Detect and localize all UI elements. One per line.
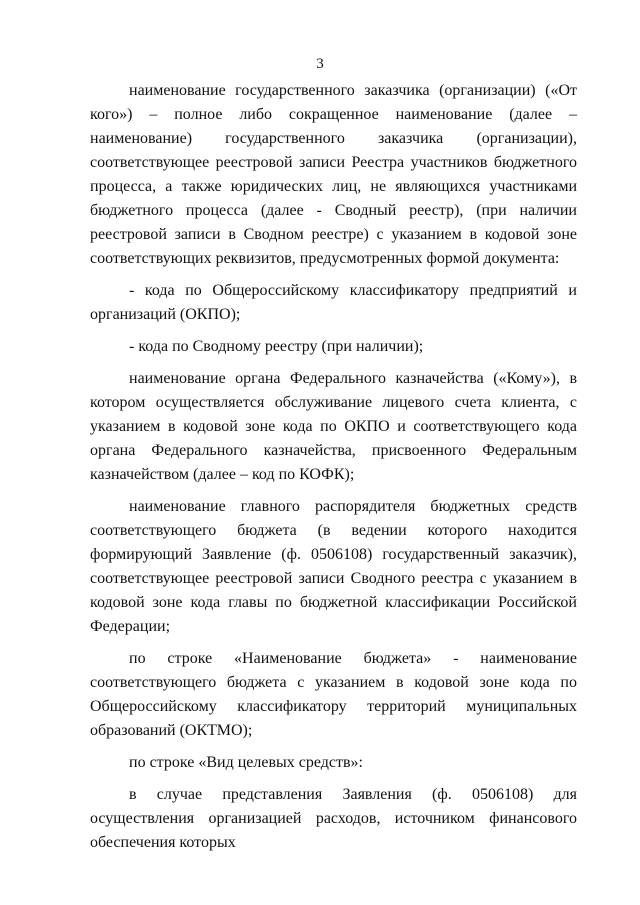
paragraph-target-funds-heading: по строке «Вид целевых средств»: [129,754,363,771]
paragraph-registry-code: - кода по Сводному реестру (при наличии); [129,338,424,355]
document-body [90,79,577,855]
paragraph-okpo-code: - кода по Общероссийскому классификатору предприятий и организаций (ОКПО); [90,282,577,323]
paragraph-chief-administrator: наименование главного распорядителя бюджетных средств соответствующего бюджета (в ведении которого находится формирующий Заявление (ф. 0506108) государственный заказчик), соответствующее реестровой записи Сводного реестра с указанием в кодовой зоне кода главы по бюджетной классификации Российской Федерации; [90,498,577,635]
page-number: 3 [316,56,324,72]
paragraph-treasury-body: наименование органа Федерального казначейства («Кому»), в котором осуществляется обслуживание лицевого счета клиента, с указанием в кодовой зоне кода по ОКПО и соответствующего кода органа Федерального казначейства, присвоенного Федеральным казначейством (далее – код по КОФК); [90,370,577,483]
paragraph-budget-name: по строке «Наименование бюджета» - наименование соответствующего бюджета с указанием в кодовой зоне кода по Общероссийскому классификатору территорий муниципальных образований (ОКТМО); [90,650,577,739]
paragraph-customer-name: наименование государственного заказчика (организации) («От кого») – полное либо сокращенное наименование (далее – наименование) государственного заказчика (организации), соответствующее реестровой записи Реестра участников бюджетного процесса, а также юридических лиц, не являющихся участниками бюджетного процесса (далее - Сводный реестр), (при наличии реестровой записи в Сводном реестре) с указанием в кодовой зоне соответствующих реквизитов, предусмотренных формой документа: [90,82,577,267]
paragraph-target-funds-case: в случае представления Заявления (ф. 0506108) для осуществления организацией расходов, источником финансового обеспечения которых [90,786,577,851]
